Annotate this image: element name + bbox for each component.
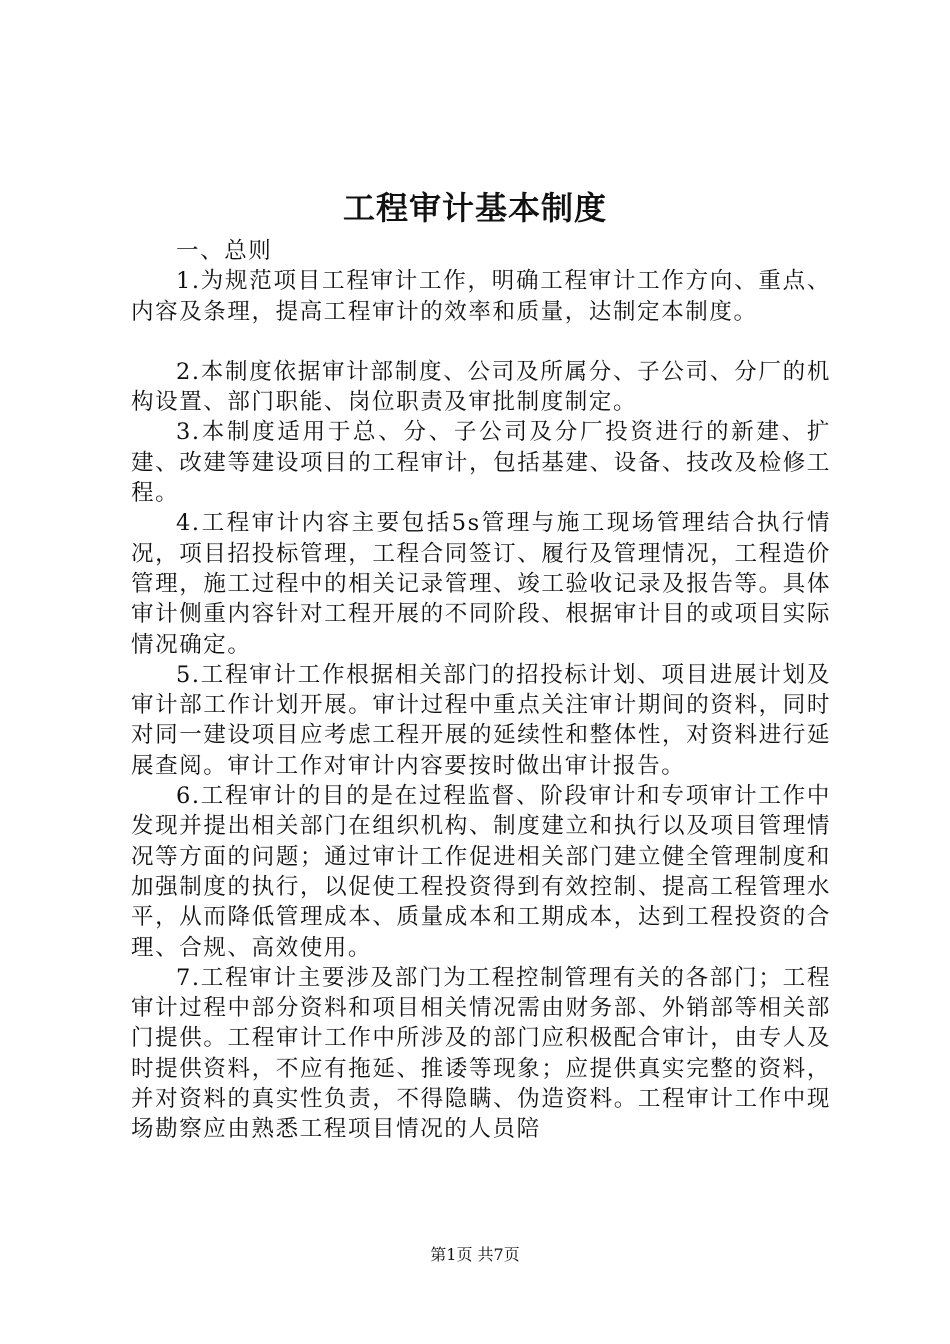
paragraph-4: 4.工程审计内容主要包括5s管理与施工现场管理结合执行情况，项目招投标管理，工程合同签订、履行及管理情况，工程造价管理，施工过程中的相关记录管理、竣工验收记录及报告等。具体审计侧重内容针对工程开展的不同阶段、根据审计目的或项目实际情况确定。 bbox=[131, 510, 831, 658]
paragraph-6: 6.工程审计的目的是在过程监督、阶段审计和专项审计工作中发现并提出相关部门在组织机构、制度建立和执行以及项目管理情况等方面的问题；通过审计工作促进相关部门建立健全管理制度和加强制度的执行，以促使工程投资得到有效控制、提高工程管理水平，从而降低管理成本、质量成本和工期成本，达到工程投资的合理、合规、高效使用。 bbox=[131, 783, 831, 961]
paragraph-7: 7.工程审计主要涉及部门为工程控制管理有关的各部门；工程审计过程中部分资料和项目相关情况需由财务部、外销部等相关部门提供。工程审计工作中所涉及的部门应积极配合审计，由专人及时提供资料，不应有拖延、推诿等现象；应提供真实完整的资料，并对资料的真实性负责，不得隐瞒、伪造资料。工程审计工作中现场勘察应由熟悉工程项目情况的人员陪 bbox=[131, 964, 831, 1143]
document-body bbox=[131, 236, 831, 1145]
paragraph-3: 3.本制度适用于总、分、子公司及分厂投资进行的新建、扩建、改建等建设项目的工程审计，包括基建、设备、技改及检修工程。 bbox=[131, 419, 831, 507]
paragraph-5: 5.工程审计工作根据相关部门的招投标计划、项目进展计划及审计部工作计划开展。审计过程中重点关注审计期间的资料，同时对同一建设项目应考虑工程开展的延续性和整体性，对资料进行延展查阅。审计工作对审计内容要按时做出审计报告。 bbox=[131, 661, 831, 779]
paragraph-1: 1.为规范项目工程审计工作，明确工程审计工作方向、重点、内容及条理，提高工程审计的效率和质量，达制定本制度。 bbox=[131, 268, 831, 325]
paragraph-2: 2.本制度依据审计部制度、公司及所属分、子公司、分厂的机构设置、部门职能、岗位职责及审批制度制定。 bbox=[131, 358, 831, 416]
section-heading-general: 一、总则 bbox=[176, 238, 273, 264]
document-title: 工程审计基本制度 bbox=[342, 189, 607, 227]
page-number-footer: 第1页 共7页 bbox=[430, 1245, 520, 1264]
